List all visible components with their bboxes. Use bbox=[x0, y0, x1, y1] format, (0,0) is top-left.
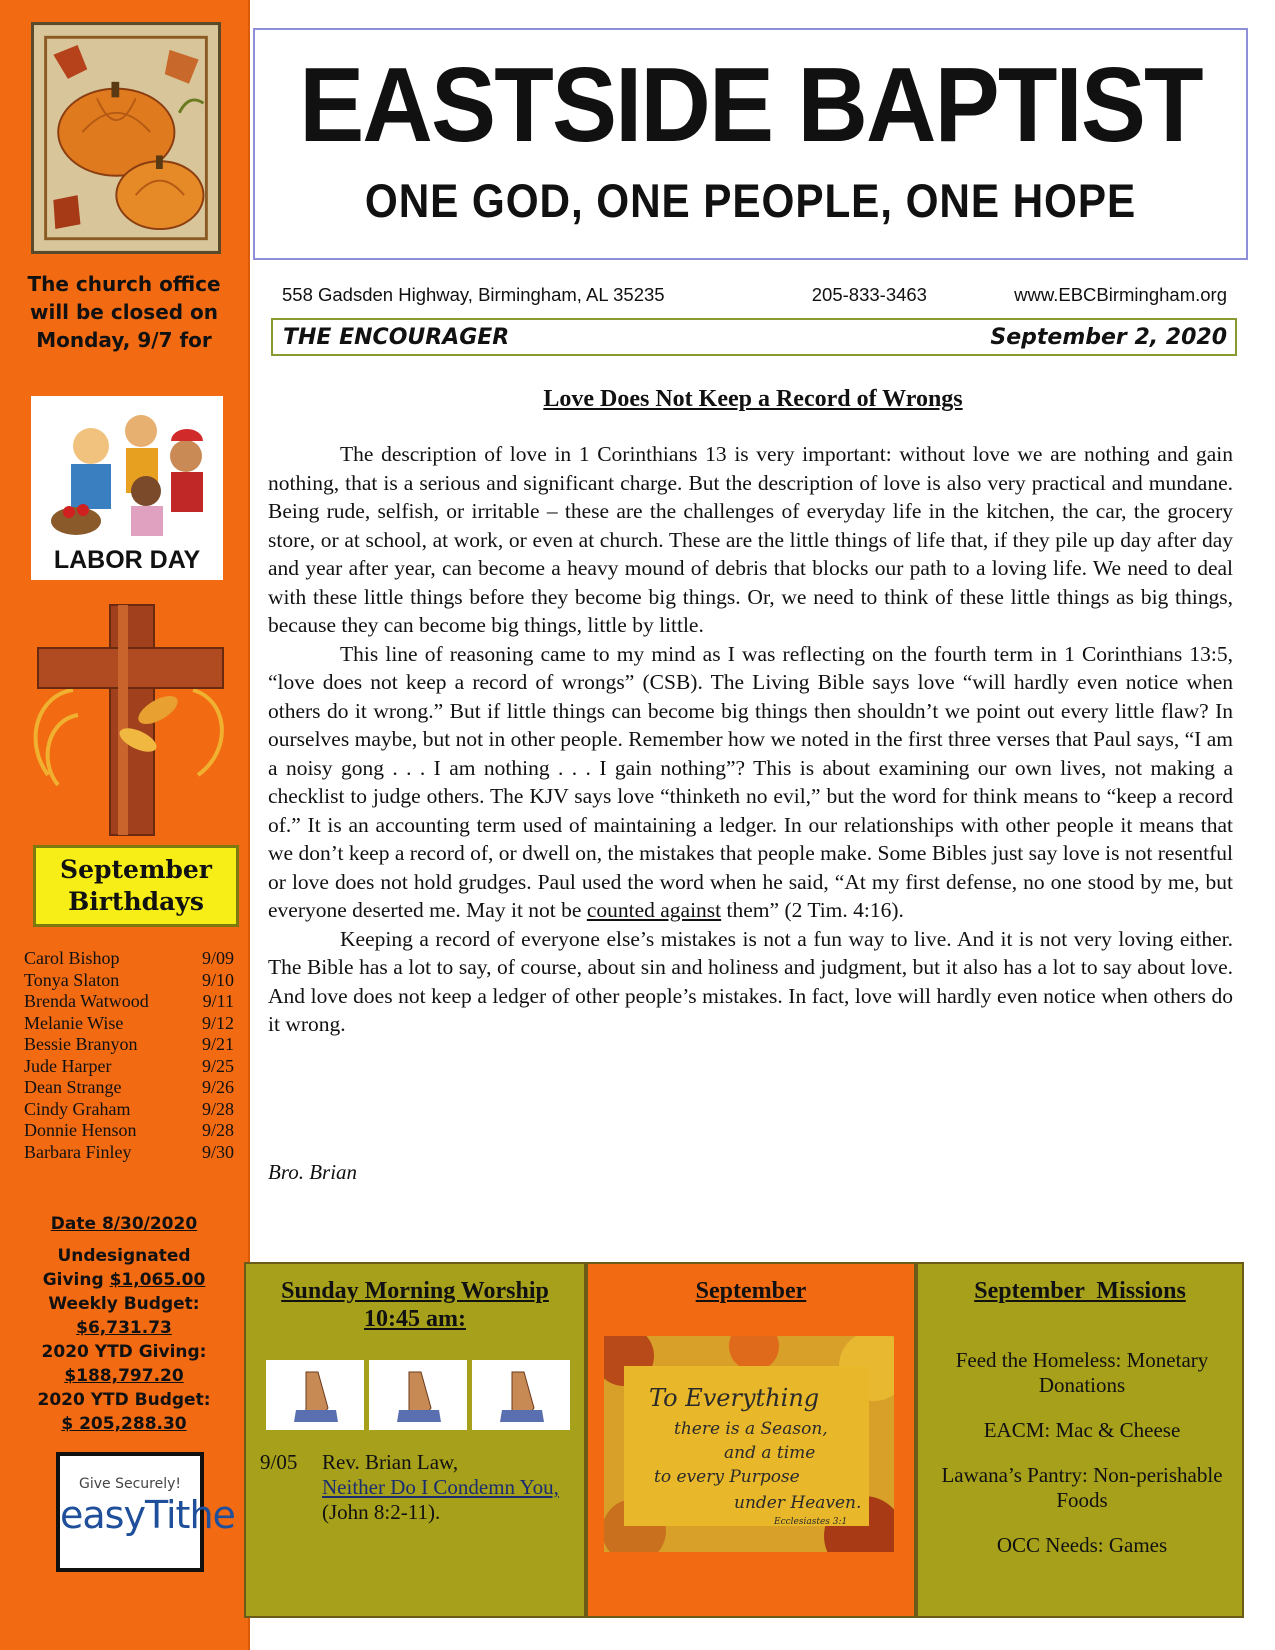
article-body bbox=[268, 440, 1233, 1039]
article-paragraph bbox=[268, 640, 1233, 925]
birthday-row bbox=[24, 948, 234, 970]
birthday-date: 9/10 bbox=[201, 969, 234, 990]
article-paragraph: The description of love in 1 Corinthians 13 is very important: without love we are nothing and gain nothing, that is a serious and significant charge. But the description of love is also very practical and mundane. Being rude, selfish, or irritable – these are the challenges of everyday life in the kitchen, the car, the grocery store, or at school, at work, or even at church. These are the little things of life that, if they pile up day after day and year after year, can become a heavy mound of debris that blocks our path to a loving life. We need to deal with these little things before they become big things. Or, we need to think of these little things as big things, because they can become big things, little by little. bbox=[268, 442, 1233, 637]
birthday-row bbox=[24, 1142, 234, 1164]
article-signature: Bro. Brian bbox=[268, 1160, 358, 1184]
article-paragraph-text: This line of reasoning came to my mind as I was reflecting on the fourth term in 1 Corinthians 13:5, “love does not keep a record of wrongs” (CSB). The Living Bible says love “will hardly even notice when others do it wrong.” But if little things can become big things then shouldn’t we point out every little flaw? In ourselves maybe, but not in other people. Remember how we noted in the first three verses that Paul says, “I am a noisy gong . . . I am nothing . . . I gain nothing”? This is about examining our own lives, not making a checklist to judge others. The KJV says love “thinketh no evil,” but the word for think means to “keep a record of.” It is an accounting term used of maintaining a ledger. In our relationships with other people it means that we don’t keep a record of, or dwell on, the mistakes that people make. Some Bibles just say love is not resentful or love does not hold grudges. Paul used the word when he said, “At my first defense, no one stood by me, but everyone deserted me. May it not be bbox=[268, 641, 1233, 922]
birthday-name: Jude Harper bbox=[24, 1055, 112, 1076]
contact-info bbox=[282, 284, 1227, 306]
mission-item: Lawana’s Pantry: Non-perishable Foods bbox=[941, 1463, 1223, 1512]
newsletter-date: September 2, 2020 bbox=[990, 324, 1227, 350]
birthdays-title-line1: September bbox=[60, 855, 212, 884]
birthday-name: Barbara Finley bbox=[24, 1141, 132, 1162]
birthday-row bbox=[24, 1120, 234, 1142]
praying-hands-icon bbox=[369, 1360, 467, 1430]
easytithe-tagline: Give Securely! bbox=[78, 1476, 181, 1492]
ecclesiastes-illustration bbox=[604, 1336, 894, 1552]
art-text-line1: To Everything bbox=[649, 1384, 820, 1412]
easytithe-button[interactable] bbox=[56, 1452, 235, 1572]
giving-label: Giving bbox=[42, 1270, 104, 1290]
birthday-name: Bessie Branyon bbox=[24, 1034, 138, 1054]
ytd-budget-value: $ 205,288.30 bbox=[61, 1414, 187, 1434]
september-title: September bbox=[695, 1278, 807, 1304]
birthday-date: 9/12 bbox=[201, 1012, 234, 1033]
church-name: EASTSIDE BAPTIST bbox=[299, 46, 1202, 164]
church-website[interactable]: www.EBCBirmingham.org bbox=[1014, 284, 1227, 305]
church-address: 558 Gadsden Highway, Birmingham, AL 35235 bbox=[282, 284, 665, 305]
cross-illustration bbox=[18, 600, 243, 840]
ytd-giving-label: 2020 YTD Giving: bbox=[41, 1342, 207, 1362]
giving-report bbox=[8, 1212, 240, 1436]
birthday-name: Donnie Henson bbox=[24, 1120, 137, 1140]
newsletter-bar bbox=[271, 318, 1237, 356]
missions-panel bbox=[916, 1262, 1244, 1618]
sermon-date: 9/05 bbox=[260, 1450, 298, 1474]
sermon-scripture: (John 8:2-11). bbox=[322, 1500, 441, 1524]
birthday-row bbox=[24, 1099, 234, 1121]
weekly-budget-value: $6,731.73 bbox=[76, 1318, 172, 1338]
birthday-row bbox=[24, 970, 234, 992]
art-text-line5: under Heaven. bbox=[734, 1493, 862, 1513]
worship-title: Sunday Morning Worship bbox=[281, 1278, 549, 1304]
pumpkin-illustration bbox=[31, 22, 221, 254]
worship-time: 10:45 am: bbox=[364, 1306, 466, 1332]
praying-hands-icon bbox=[266, 1360, 364, 1430]
art-text-line3: and a time bbox=[724, 1443, 816, 1463]
birthday-row bbox=[24, 1034, 234, 1056]
birthday-name: Brenda Watwood bbox=[24, 991, 149, 1011]
birthday-date: 9/26 bbox=[201, 1077, 234, 1097]
ytd-giving-value: $188,797.20 bbox=[64, 1366, 184, 1386]
birthday-date: 9/28 bbox=[201, 1120, 234, 1140]
birthday-name: Tonya Slaton bbox=[24, 969, 120, 990]
church-tagline: ONE GOD, ONE PEOPLE, ONE HOPE bbox=[364, 174, 1137, 227]
birthday-row bbox=[24, 1077, 234, 1099]
giving-line bbox=[8, 1268, 240, 1292]
birthday-name: Carol Bishop bbox=[24, 948, 120, 968]
art-reference: Ecclesiastes 3:1 bbox=[774, 1517, 848, 1527]
scripture-reference-link: counted against bbox=[586, 898, 722, 922]
missions-title: September Missions bbox=[974, 1278, 1186, 1304]
birthday-date: 9/09 bbox=[201, 948, 234, 968]
mission-item: Feed the Homeless: Monetary Donations bbox=[955, 1348, 1209, 1397]
giving-date: Date 8/30/2020 bbox=[50, 1214, 198, 1234]
undesignated-label: Undesignated bbox=[57, 1246, 191, 1266]
birthdays-title-line2: Birthdays bbox=[68, 887, 204, 916]
sermon-title: Neither Do I Condemn You, bbox=[322, 1475, 559, 1499]
birthday-row bbox=[24, 991, 234, 1013]
birthday-name: Melanie Wise bbox=[24, 1012, 124, 1033]
birthday-name: Cindy Graham bbox=[24, 1098, 131, 1119]
article-paragraph-tail: them” (2 Tim. 4:16). bbox=[726, 898, 904, 922]
giving-value: $1,065.00 bbox=[109, 1270, 206, 1290]
labor-day-illustration bbox=[31, 396, 223, 580]
birthday-date: 9/28 bbox=[201, 1098, 234, 1119]
birthday-list bbox=[24, 948, 234, 1163]
easytithe-logo: easyTithe bbox=[60, 1493, 235, 1537]
birthdays-heading bbox=[33, 845, 239, 927]
sermon-details bbox=[322, 1450, 580, 1525]
missions-list bbox=[924, 1348, 1240, 1578]
birthday-row bbox=[24, 1013, 234, 1035]
church-phone: 205-833-3463 bbox=[811, 284, 927, 305]
weekly-budget-label: Weekly Budget: bbox=[48, 1294, 200, 1314]
birthday-name: Dean Strange bbox=[24, 1077, 122, 1097]
mission-item: OCC Needs: Games bbox=[996, 1533, 1168, 1557]
praying-hands-row bbox=[266, 1360, 570, 1430]
praying-hands-icon bbox=[472, 1360, 570, 1430]
labor-day-label: LABOR DAY bbox=[53, 546, 201, 574]
mission-item: EACM: Mac & Cheese bbox=[983, 1418, 1181, 1442]
article-paragraph: Keeping a record of everyone else’s mistakes is not a fun way to live. And it is not very loving either. The Bible has a lot to say, of course, about sin and holiness and judgment, but it also has a lot to say about love. And love does not keep a ledger of other people’s mistakes. In fact, love will hardly even notice when others do it wrong. bbox=[268, 926, 1233, 1036]
sermon-entry bbox=[260, 1450, 580, 1525]
worship-panel bbox=[244, 1262, 586, 1618]
newsletter-name: THE ENCOURAGER bbox=[283, 324, 510, 350]
art-text-line2: there is a Season, bbox=[674, 1419, 828, 1439]
sidebar bbox=[0, 0, 250, 1650]
article-title: Love Does Not Keep a Record of Wrongs bbox=[543, 386, 963, 412]
birthday-date: 9/25 bbox=[201, 1055, 234, 1076]
birthday-row bbox=[24, 1056, 234, 1078]
birthday-date: 9/30 bbox=[201, 1141, 234, 1162]
masthead bbox=[253, 28, 1248, 260]
september-panel bbox=[586, 1262, 916, 1618]
sermon-preacher: Rev. Brian Law, bbox=[322, 1450, 459, 1474]
birthday-date: 9/11 bbox=[202, 991, 234, 1011]
art-text-line4: to every Purpose bbox=[654, 1467, 800, 1487]
ytd-budget-label: 2020 YTD Budget: bbox=[37, 1390, 211, 1410]
office-closure-notice: The church office will be closed on Monday, 9/7 for bbox=[27, 272, 221, 352]
birthday-date: 9/21 bbox=[201, 1034, 234, 1054]
